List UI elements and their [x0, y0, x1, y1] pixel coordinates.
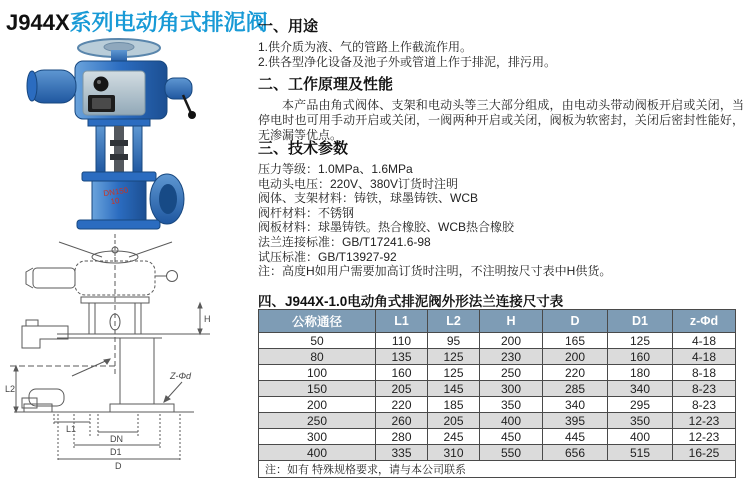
cell: 200: [480, 333, 543, 349]
table-note-row: [259, 461, 736, 478]
cell: 400: [259, 445, 376, 461]
valve-body: [77, 172, 184, 229]
cell: 80: [259, 349, 376, 365]
spec-line-8: 注：高度H如用户需要加高订货时注明，不注明按尺寸表中H供货。: [258, 264, 612, 279]
cell: 160: [376, 365, 428, 381]
cell: 8-18: [673, 365, 736, 381]
cell: 8-23: [673, 397, 736, 413]
cell: 230: [480, 349, 543, 365]
dimension-table: [258, 309, 736, 478]
table-row: [259, 365, 736, 381]
section-usage: [258, 15, 744, 70]
cell: 445: [543, 429, 608, 445]
section-usage-heading: 一、用途: [258, 18, 319, 35]
cell: 515: [608, 445, 673, 461]
table-row: [259, 397, 736, 413]
section-principle-heading: 二、工作原理及性能: [258, 76, 394, 93]
table-row: [259, 429, 736, 445]
table-row: [259, 333, 736, 349]
cell: 245: [428, 429, 480, 445]
usage-line-2: 2.供各型净化设备及池子外或管道上作于排泥，排污用。: [258, 55, 557, 69]
cell: 656: [543, 445, 608, 461]
svg-text:10: 10: [110, 196, 121, 207]
cell: 335: [376, 445, 428, 461]
cell: 400: [480, 413, 543, 429]
spec-line-4: 阀杆材料：不锈钢: [258, 205, 355, 220]
cell: 310: [428, 445, 480, 461]
handwheel: [78, 39, 160, 63]
header-l2: L2: [428, 310, 480, 333]
cell: 180: [608, 365, 673, 381]
svg-text:H: H: [204, 314, 211, 324]
cell: 160: [608, 349, 673, 365]
cell: 110: [376, 333, 428, 349]
product-photo: [22, 32, 207, 230]
cell: 50: [259, 333, 376, 349]
svg-text:D1: D1: [110, 447, 122, 457]
cell: 350: [480, 397, 543, 413]
cell: 260: [376, 413, 428, 429]
svg-text:L2: L2: [5, 384, 16, 394]
cell: 125: [608, 333, 673, 349]
cell: 450: [480, 429, 543, 445]
spec-line-6: 法兰连接标准：GB/T17241.6-98: [258, 234, 431, 249]
usage-line-1: 1.供介质为液、气的管路上作截流作用。: [258, 40, 473, 54]
svg-text:D: D: [115, 461, 122, 471]
cell: 100: [259, 365, 376, 381]
cell: 550: [480, 445, 543, 461]
cell: 12-23: [673, 429, 736, 445]
cell: 200: [259, 397, 376, 413]
cell: 340: [543, 397, 608, 413]
section-specs-heading: 三、技术参数: [258, 140, 349, 157]
cell: 200: [543, 349, 608, 365]
principle-paragraph: 本产品由角式阀体、支架和电动头等三大部分组成，由电动头带动阀板开启或关闭，当停电时也可用手动开启或关闭，一阀两种开启或关闭，阀板为软密封，关闭后密封性能好，无渗漏等优点。: [258, 98, 744, 142]
cell: 16-25: [673, 445, 736, 461]
cell: 95: [428, 333, 480, 349]
cell: 340: [608, 381, 673, 397]
cell: 150: [259, 381, 376, 397]
table-header-row: [259, 310, 736, 333]
header-dn: 公称通径: [259, 310, 376, 333]
cell: 145: [428, 381, 480, 397]
cell: 185: [428, 397, 480, 413]
cell: 8-23: [673, 381, 736, 397]
cell: 4-18: [673, 349, 736, 365]
cell: 280: [376, 429, 428, 445]
cell: 205: [376, 381, 428, 397]
cell: 350: [608, 413, 673, 429]
dimension-table-title: 四、J944X-1.0电动角式排泥阀外形法兰连接尺寸表: [258, 294, 564, 309]
cell: 125: [428, 349, 480, 365]
valve-yoke: [88, 119, 150, 173]
cell: 220: [376, 397, 428, 413]
svg-text:DN150: DN150: [102, 185, 129, 199]
spec-line-7: 试压标准：GB/T13927-92: [258, 249, 397, 264]
header-zd: z-Φd: [673, 310, 736, 333]
cell: 220: [543, 365, 608, 381]
cell: 125: [428, 365, 480, 381]
spec-line-2: 电动头电压：220V、380V订货时注明: [258, 176, 459, 191]
cell: 295: [608, 397, 673, 413]
electric-actuator: [27, 61, 196, 119]
cell: 12-23: [673, 413, 736, 429]
content-column: [258, 0, 744, 485]
cell: 165: [543, 333, 608, 349]
cell: 205: [428, 413, 480, 429]
svg-text:Z-Φd: Z-Φd: [170, 371, 192, 381]
cell: 400: [608, 429, 673, 445]
header-d1: D1: [608, 310, 673, 333]
table-row: [259, 349, 736, 365]
cell: 135: [376, 349, 428, 365]
header-h: H: [480, 310, 543, 333]
dimension-drawing: [2, 226, 230, 484]
section-principle: [258, 73, 744, 143]
table-row: [259, 381, 736, 397]
page-title-model: J944X: [6, 10, 70, 35]
spec-line-5: 阀板材料：球墨铸铁。热合橡胶、WCB热合橡胶: [258, 220, 514, 235]
cell: 4-18: [673, 333, 736, 349]
cell: 250: [480, 365, 543, 381]
cell: 250: [259, 413, 376, 429]
page-title-series: 系列电动角式排泥阀: [69, 10, 268, 35]
cell: 300: [480, 381, 543, 397]
cell: 285: [543, 381, 608, 397]
svg-text:DN: DN: [110, 434, 123, 444]
header-l1: L1: [376, 310, 428, 333]
header-d: D: [543, 310, 608, 333]
section-specs: [258, 137, 744, 279]
cell: 300: [259, 429, 376, 445]
cell: 395: [543, 413, 608, 429]
table-row: [259, 413, 736, 429]
svg-text:L1: L1: [66, 424, 77, 434]
table-row: [259, 445, 736, 461]
spec-line-3: 阀体、支架材料：铸铁，球墨铸铁、WCB: [258, 191, 478, 206]
table-note: 注：如有 特殊规格要求，请与本公司联系: [259, 461, 736, 478]
spec-line-1: 压力等级：1.0MPa、1.6MPa: [258, 162, 413, 176]
